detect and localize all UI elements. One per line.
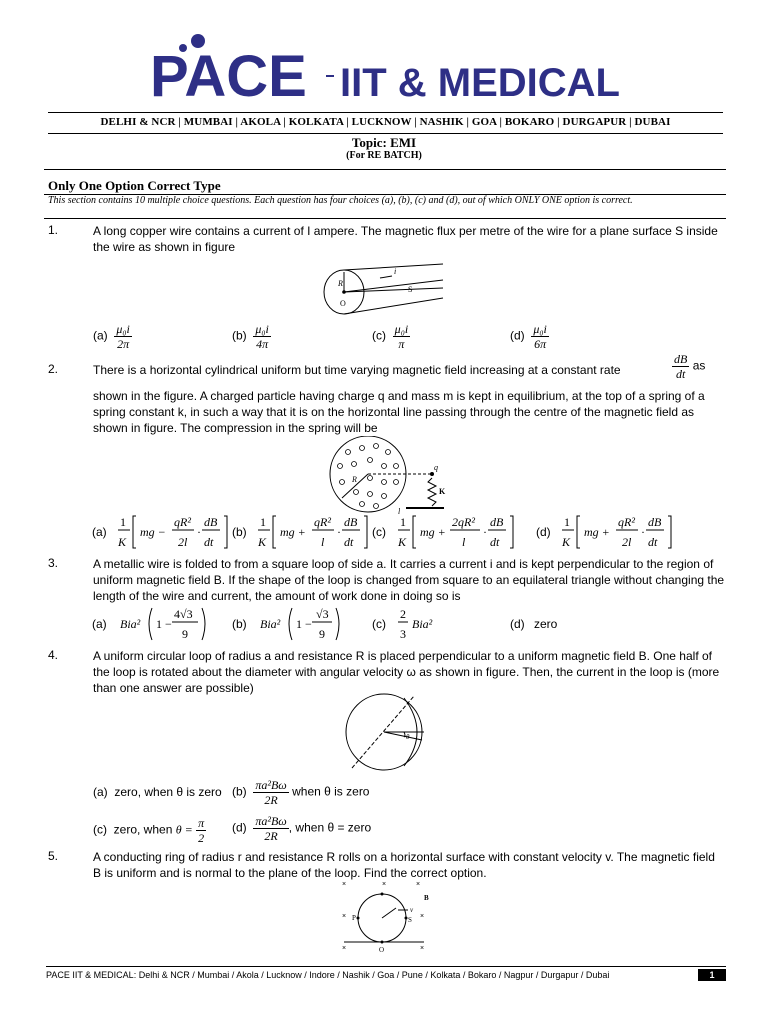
- svg-text:dt: dt: [344, 535, 354, 549]
- svg-text:·: ·: [641, 525, 645, 539]
- label-v: v: [410, 906, 414, 914]
- option-d[interactable]: [510, 617, 558, 631]
- question-number: 3.: [48, 556, 59, 570]
- svg-text:qR²: qR²: [174, 515, 191, 529]
- question-number: 2.: [48, 362, 59, 376]
- svg-text:·: ·: [197, 525, 201, 539]
- divider: [44, 218, 726, 219]
- section-title: Only One Option Correct Type: [48, 178, 221, 193]
- svg-text:1 −: 1 −: [156, 617, 172, 631]
- svg-text:×: ×: [416, 881, 421, 888]
- svg-text:3: 3: [400, 627, 406, 641]
- option-a[interactable]: [92, 607, 205, 641]
- svg-text:zero: zero: [534, 617, 558, 631]
- svg-text:1: 1: [564, 515, 570, 529]
- topic-title: Topic: EMI: [351, 135, 417, 150]
- option-a[interactable]: (a) $\frac{\text{μ₀i}}{2\pi}$: [93, 322, 130, 351]
- svg-text:mg +: mg +: [420, 525, 446, 539]
- question-text: shown in the figure. A charged particle having charge q and mass m is kept in equilibrium, at the top of a spring of a spring constant k, in such a way that it is on the horizontal line passing through the centre of the magnetic field as shown in figure. The compression in the spring will be: [93, 389, 705, 435]
- svg-text:2l: 2l: [178, 535, 188, 549]
- svg-text:9: 9: [319, 627, 325, 641]
- rotating-loop-figure: [342, 692, 432, 772]
- svg-text:dt: dt: [648, 535, 658, 549]
- svg-text:×: ×: [420, 945, 425, 952]
- svg-text:4√3: 4√3: [174, 607, 193, 621]
- question-text: A conducting ring of radius r and resistance R rolls on a horizontal surface with constant velocity v. The magnetic field B is uniform and is normal to the plane of the loop. Find the correct option.: [93, 850, 715, 880]
- svg-text:l: l: [462, 535, 466, 549]
- svg-text:·: ·: [483, 525, 487, 539]
- wire-figure: [318, 262, 448, 322]
- label-s: S: [408, 916, 412, 924]
- svg-text:√3: √3: [316, 607, 329, 621]
- label-o: O: [379, 946, 385, 954]
- svg-text:(d): (d): [536, 525, 551, 539]
- divider: [44, 169, 726, 170]
- svg-text:mg +: mg +: [280, 525, 306, 539]
- svg-text:1: 1: [260, 515, 266, 529]
- svg-text:(c): (c): [372, 525, 386, 539]
- svg-text:(a): (a): [92, 617, 107, 631]
- svg-text:9: 9: [182, 627, 188, 641]
- label-b: B: [424, 894, 429, 902]
- svg-text:×: ×: [342, 913, 347, 920]
- option-b[interactable]: [232, 607, 339, 641]
- svg-text:dB: dB: [490, 515, 504, 529]
- svg-text:Bia²: Bia²: [120, 617, 141, 631]
- label-theta: θ: [406, 733, 410, 741]
- svg-text:dB: dB: [204, 515, 218, 529]
- logo-pace-text: PACE: [150, 44, 307, 104]
- svg-text:(b): (b): [232, 617, 247, 631]
- section-description: This section contains 10 multiple choice questions. Each question has four choices (a), (b), (c) and (d), out of which ONLY ONE option is correct.: [48, 195, 633, 206]
- question-number: 4.: [48, 648, 59, 662]
- label-r: R: [352, 475, 357, 484]
- svg-text:(d): (d): [510, 617, 525, 631]
- svg-text:K: K: [258, 535, 267, 549]
- option-b[interactable]: (b) $\frac{\text{πa²Bω}}{2R}$ when θ is zero: [232, 778, 370, 807]
- label-q: q: [434, 463, 438, 472]
- option-c[interactable]: (c) $\frac{\text{μ₀i}}{\pi}$: [372, 322, 409, 351]
- svg-text:×: ×: [342, 945, 347, 952]
- q2-options: [90, 512, 680, 552]
- svg-text:mg +: mg +: [584, 525, 610, 539]
- label-k: K: [439, 487, 446, 496]
- option-a[interactable]: [92, 515, 227, 549]
- label-r: R: [338, 279, 343, 288]
- svg-text:×: ×: [420, 913, 425, 920]
- svg-text:qR²: qR²: [618, 515, 635, 529]
- magnetic-field-figure: [326, 436, 456, 514]
- logo-iit-medical-text: IIT & MEDICAL: [340, 61, 620, 104]
- svg-text:mg −: mg −: [140, 525, 166, 539]
- page-footer: [46, 966, 726, 983]
- q3-options: [90, 604, 680, 644]
- batch-label: (For RE BATCH): [346, 150, 422, 161]
- svg-text:·: ·: [337, 525, 341, 539]
- svg-text:(a): (a): [92, 525, 107, 539]
- option-c[interactable]: [372, 607, 433, 641]
- option-d[interactable]: [536, 515, 671, 549]
- svg-text:qR²: qR²: [314, 515, 331, 529]
- svg-text:Bia²: Bia²: [412, 617, 433, 631]
- svg-text:×: ×: [382, 881, 387, 888]
- svg-text:(b): (b): [232, 525, 247, 539]
- question-text: A metallic wire is folded to from a square loop of side a. It carries a current i and is kept perpendicular to the region of uniform magnetic field B. If the shape of the loop is changed from square to an equilateral triangle without changing the length of the wire and current, the amount of work done in doing so is: [93, 557, 725, 603]
- svg-text:2l: 2l: [622, 535, 632, 549]
- option-c[interactable]: [372, 515, 513, 549]
- question-text: A long copper wire contains a current of I ampere. The magnetic flux per metre of the wire for a plane surface S inside the wire as shown in figure: [93, 224, 718, 254]
- pace-logo: [150, 32, 630, 104]
- svg-text:K: K: [562, 535, 571, 549]
- rate-fraction: $\frac{dB}{dt}$ as: [674, 352, 706, 381]
- svg-text:×: ×: [342, 881, 347, 888]
- question-text: A uniform circular loop of radius a and resistance R is placed perpendicular to a uniform magnetic field B. One half of the loop is rotated about the diameter with angular velocity ω as shown in figure. Then, the current in the loop is (more than one answer are possible): [93, 649, 720, 695]
- option-b[interactable]: [232, 515, 367, 549]
- svg-text:1: 1: [400, 515, 406, 529]
- svg-text:2qR²: 2qR²: [452, 515, 475, 529]
- svg-text:2: 2: [400, 607, 406, 621]
- label-s: S: [408, 285, 413, 294]
- svg-text:1: 1: [120, 515, 126, 529]
- svg-text:dt: dt: [490, 535, 500, 549]
- svg-text:dB: dB: [648, 515, 662, 529]
- option-d[interactable]: (d) $\frac{\text{μ₀i}}{6\pi}$: [510, 322, 547, 351]
- label-i: i: [394, 267, 397, 276]
- question-text: There is a horizontal cylindrical uniform but time varying magnetic field increasing at a constant rate: [93, 363, 621, 377]
- cities-bar: DELHI & NCR | MUMBAI | AKOLA | KOLKATA | LUCKNOW | NASHIK | GOA | BOKARO | DURGAPUR | DUBAI: [48, 112, 723, 134]
- question-number: 1.: [48, 223, 59, 237]
- label-p: P: [352, 914, 356, 922]
- page-number: 1: [698, 969, 726, 981]
- rolling-ring-figure: [334, 880, 434, 956]
- option-a[interactable]: (a) zero, when θ is zero: [93, 785, 222, 799]
- option-d[interactable]: (d) $\frac{\text{πa²Bω}}{2R}$ , when θ = zero: [232, 814, 372, 843]
- svg-text:(c): (c): [372, 617, 386, 631]
- svg-text:Bia²: Bia²: [260, 617, 281, 631]
- svg-text:1 −: 1 −: [296, 617, 312, 631]
- option-b[interactable]: (b) $\frac{\text{μ₀i}}{4\pi}$: [232, 322, 269, 351]
- svg-text:K: K: [398, 535, 407, 549]
- label-l: l: [398, 507, 401, 514]
- footer-text: PACE IIT & MEDICAL: Delhi & NCR / Mumbai / Akola / Lucknow / Indore / Nashik / Goa / Pune / Kolkata / Bokaro / Nagpur / Durgapur / Dubai: [46, 970, 610, 980]
- svg-text:dt: dt: [204, 535, 214, 549]
- option-c[interactable]: (c) zero, when θ = $\frac{\pi}{2}$: [93, 816, 205, 845]
- label-o: O: [340, 299, 346, 308]
- svg-text:dB: dB: [344, 515, 358, 529]
- svg-text:l: l: [321, 535, 325, 549]
- question-number: 5.: [48, 849, 59, 863]
- svg-text:K: K: [118, 535, 127, 549]
